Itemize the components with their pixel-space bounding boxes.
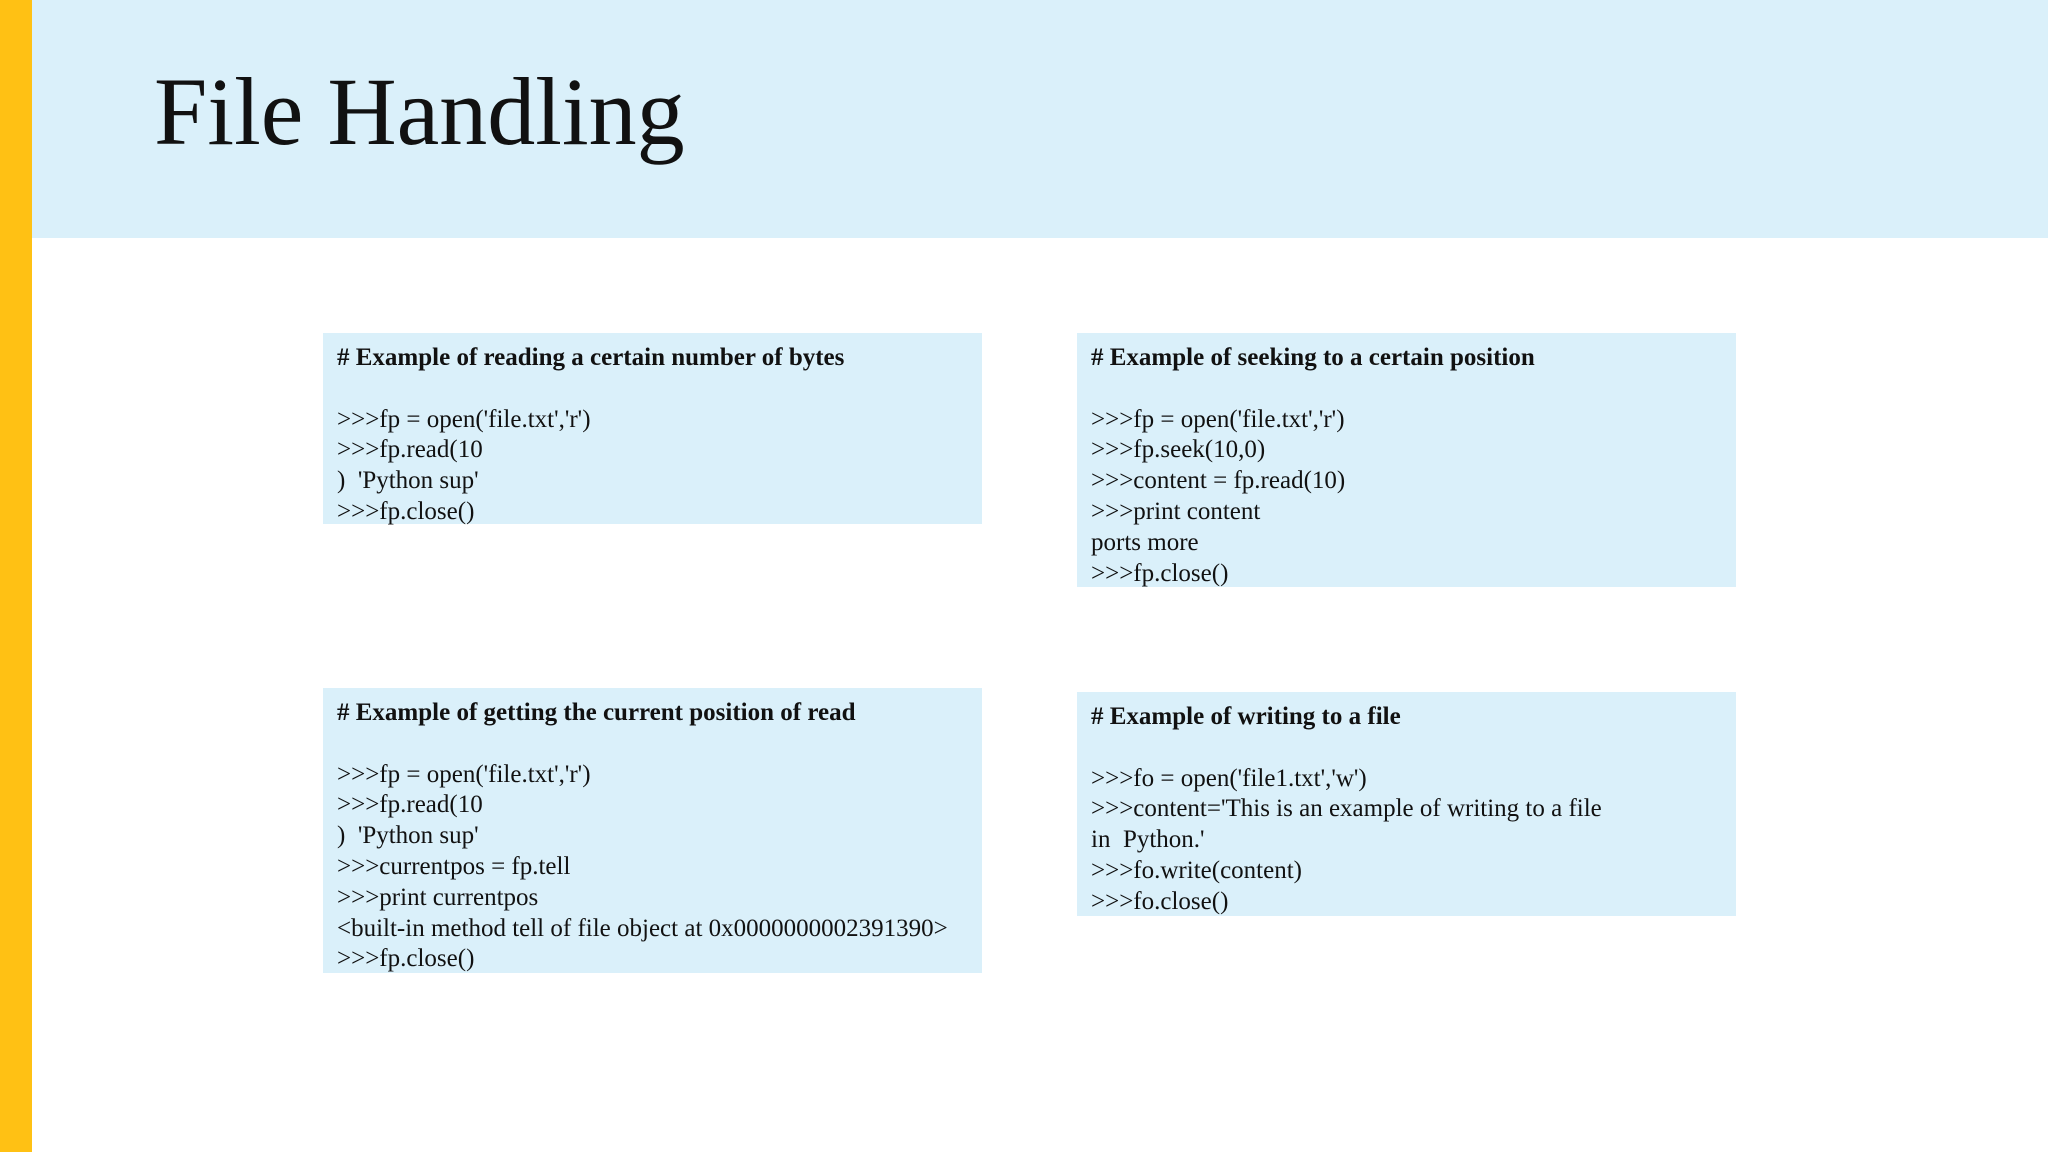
blank-line [337,374,968,405]
code-line: >>>content='This is an example of writing to a file [1091,795,1602,823]
code-box-current-position [323,688,982,973]
code-line: >>>fp = open('file.txt','r') [337,760,591,788]
code-line: ports more [1091,528,1199,556]
blank-line [1091,733,1722,764]
code-box-heading: # Example of reading a certain number of bytes [337,344,845,371]
code-line: >>>fp = open('file.txt','r') [337,405,591,433]
code-line: >>>fp.seek(10,0) [1091,436,1266,464]
accent-bar [0,0,32,1152]
code-line: >>>fo.write(content) [1091,856,1302,884]
code-line: ) 'Python sup' [337,822,479,850]
code-line: >>>fp.close() [337,497,475,525]
code-line: >>>currentpos = fp.tell [337,852,571,880]
code-box-heading: # Example of getting the current position of read [337,699,856,726]
code-line: in Python.' [1091,826,1205,854]
code-box-read-bytes [323,333,982,524]
code-box-seek-position [1077,333,1736,587]
code-line: >>>print currentpos [337,883,539,911]
code-line: >>>fp.close() [337,945,475,973]
code-line: >>>fp = open('file.txt','r') [1091,405,1345,433]
code-box-write-file [1077,692,1736,916]
blank-line [337,729,968,760]
code-line: >>>fp.close() [1091,559,1229,587]
code-line: ) 'Python sup' [337,467,479,495]
slide-title: File Handling [154,58,685,165]
code-line: >>>fo.close() [1091,887,1229,915]
code-line: <built-in method tell of file object at 0x0000000002391390> [337,914,948,942]
code-line: >>>content = fp.read(10) [1091,467,1346,495]
code-line: >>>fo = open('file1.txt','w') [1091,764,1367,792]
code-line: >>>fp.read(10 [337,791,483,819]
code-line: >>>print content [1091,497,1261,525]
blank-line [1091,374,1722,405]
code-box-heading: # Example of seeking to a certain position [1091,344,1535,371]
code-line: >>>fp.read(10 [337,436,483,464]
code-box-heading: # Example of writing to a file [1091,703,1401,730]
